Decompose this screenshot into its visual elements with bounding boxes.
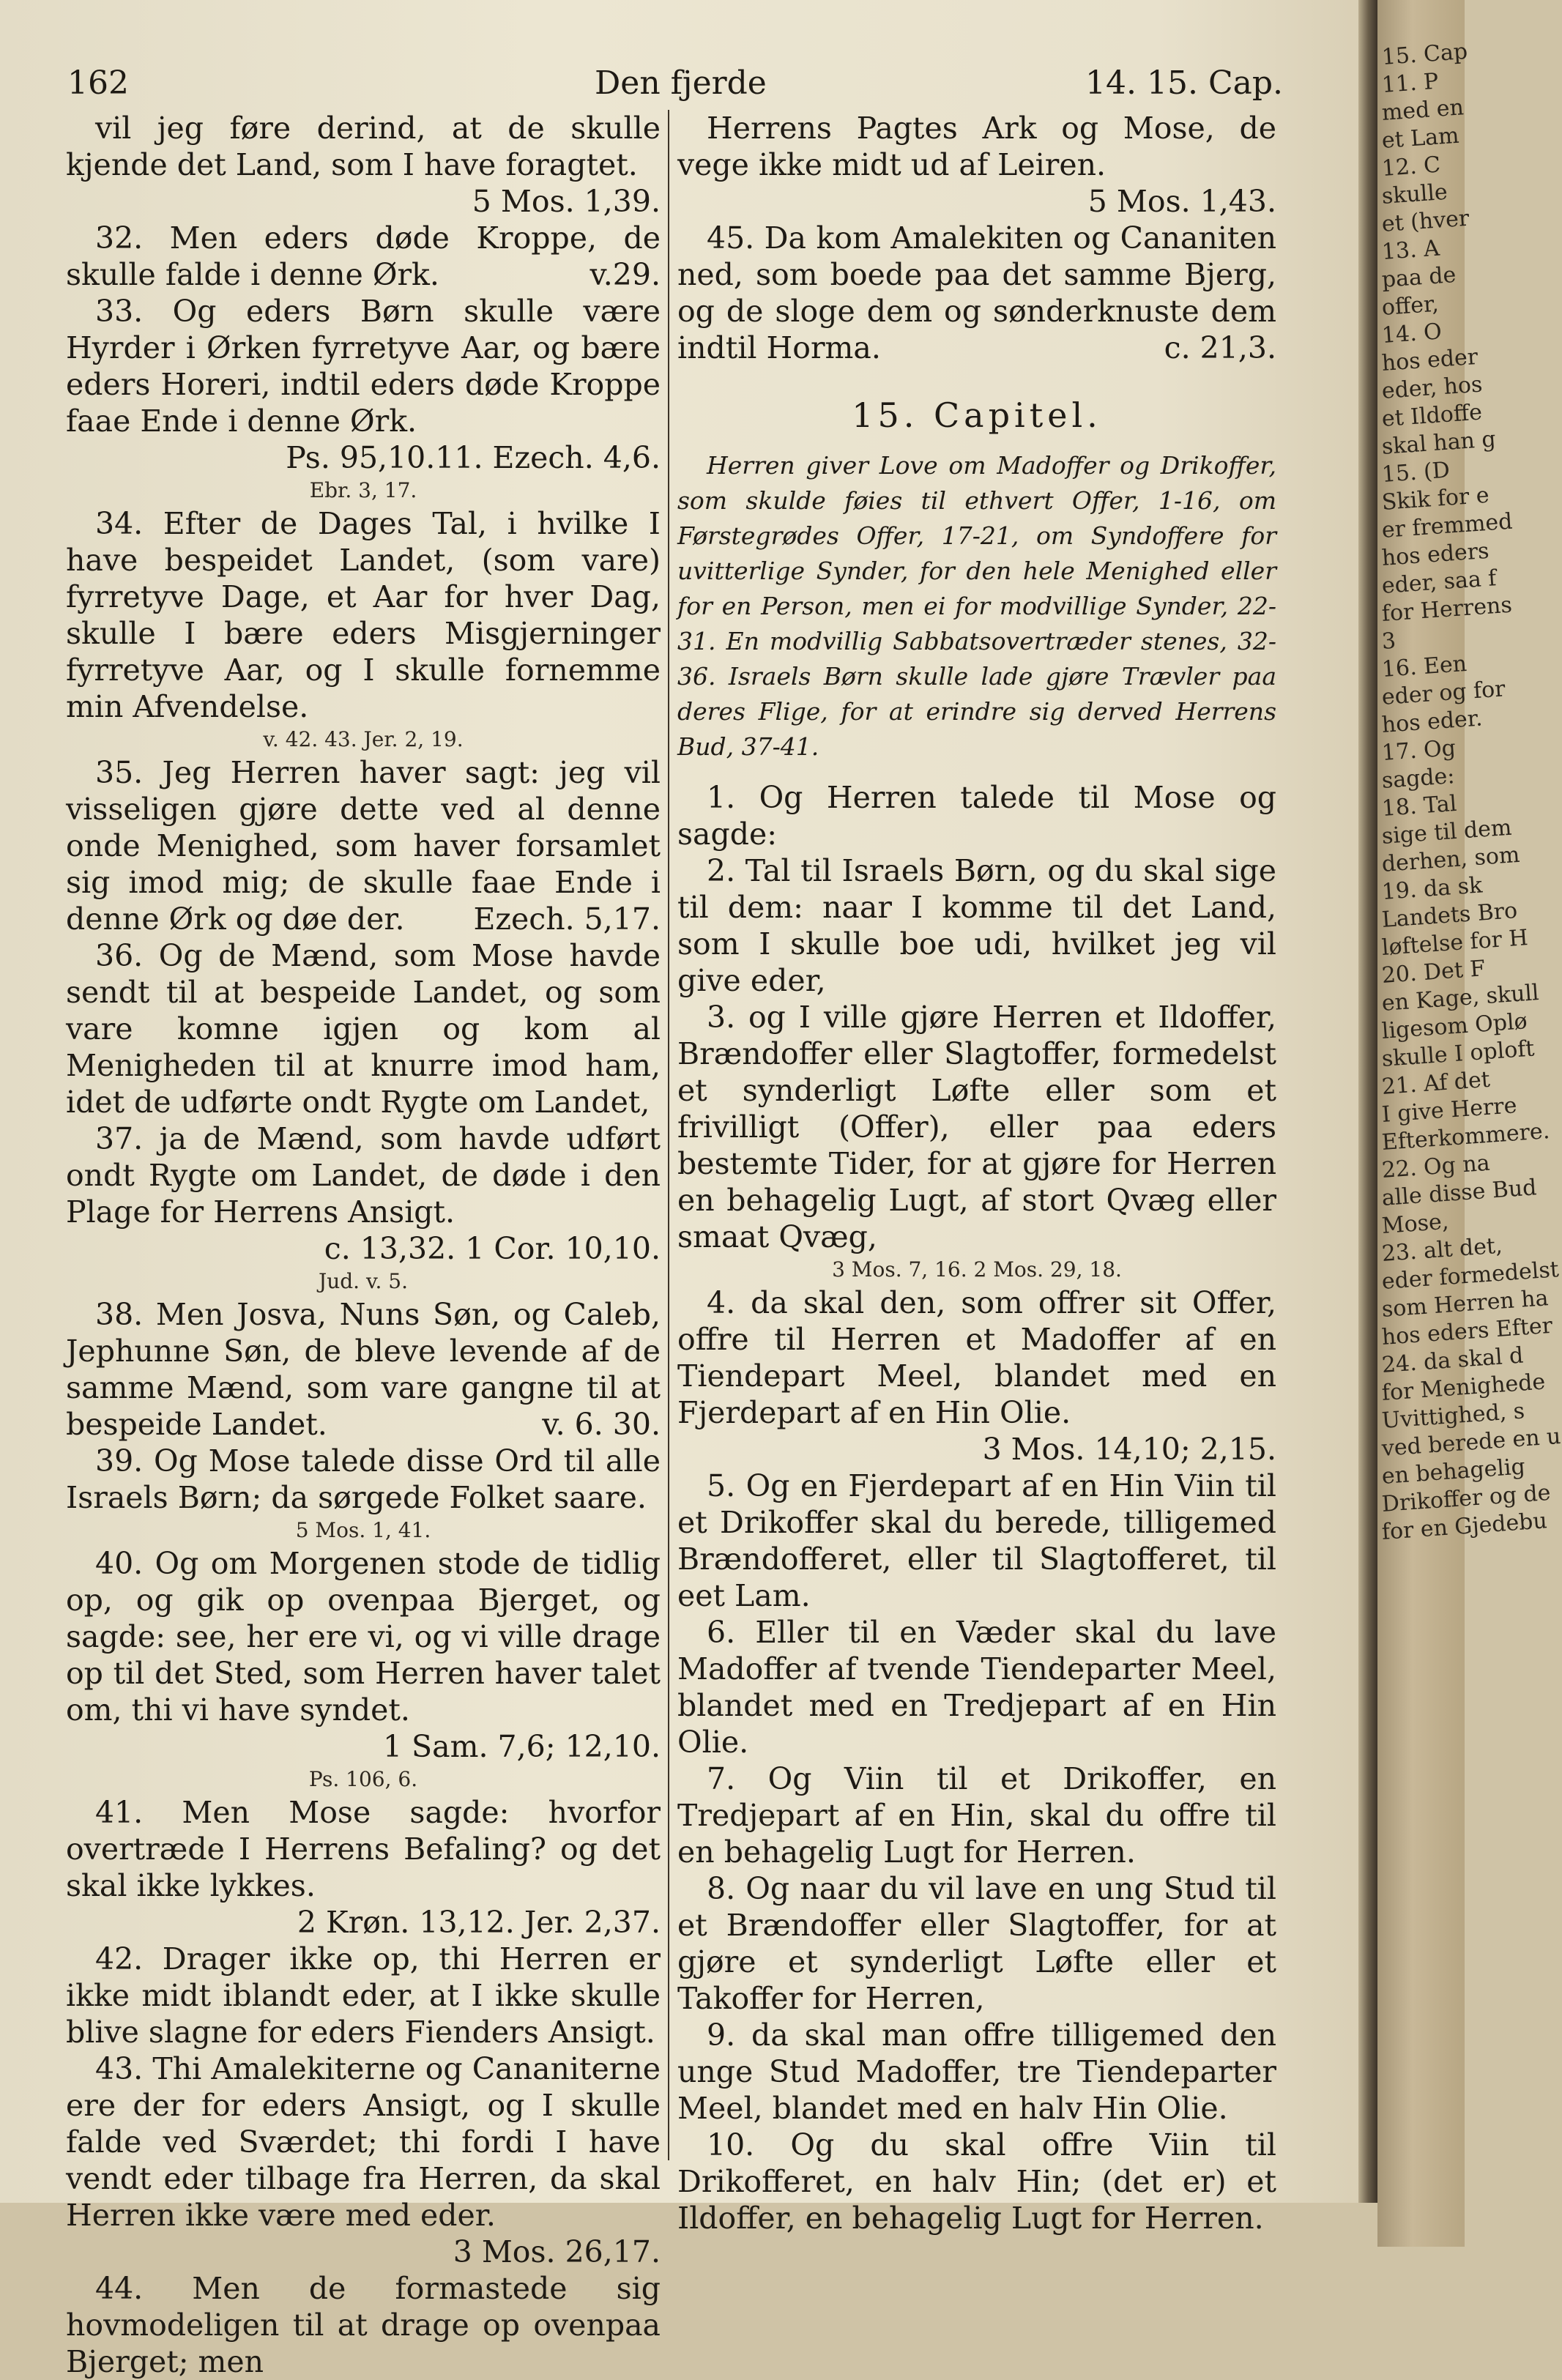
- verse-text: 33. Og eders Børn skulle være Hyrder i Ørken fyrretyve Aar, og bære eders Horeri, indtil eders døde Kroppe faae Ende i denne Ørk.: [66, 294, 661, 439]
- verse: [66, 2270, 661, 2380]
- verse-text: 7. Og Viin til et Drikoffer, en Tredjepart af en Hin, skal du offre til en behagelig Lugt for Herren.: [677, 1761, 1276, 1870]
- facing-page-fragment: hos eders Efter: [1380, 1312, 1554, 1350]
- facing-page-fragment: I give Herre: [1380, 1093, 1518, 1128]
- facing-page-fragment: ved berede en u: [1380, 1423, 1562, 1462]
- verse-text: 10. Og du skal offre Viin til Drikofferet, en halv Hin; (det er) et Ildoffer, en behagelig Lugt for Herren.: [677, 2127, 1276, 2236]
- verse-text: 38. Men Josva, Nuns Søn, og Caleb, Jephunne Søn, de bleve levende af de samme Mænd, som vare gangne til at bespeide Landet.: [66, 1297, 661, 1442]
- facing-page-fragment: er fremmed: [1380, 508, 1514, 543]
- sub-reference: v. 42. 43. Jer. 2, 19.: [263, 727, 464, 751]
- facing-page-fragment: 11. P: [1380, 68, 1440, 98]
- facing-page-fragment: 23. alt det,: [1380, 1232, 1503, 1267]
- verse: [66, 505, 661, 725]
- cross-reference: Ezech. 5,17.: [473, 901, 661, 937]
- book-gutter: [1358, 0, 1377, 2203]
- facing-page-fragment: 17. Og: [1380, 735, 1457, 766]
- facing-page-fragment: skal han g: [1380, 426, 1497, 460]
- verse: [677, 2017, 1276, 2127]
- facing-page-fragment: 24. da skal d: [1380, 1342, 1525, 1378]
- verse: [66, 1443, 661, 1516]
- facing-page-fragment: hos eder: [1380, 343, 1479, 376]
- cross-reference: c. 13,32. 1 Cor. 10,10.: [324, 1231, 661, 1266]
- facing-page-fragment: eder, hos: [1380, 371, 1484, 404]
- verse-text: 5. Og en Fjerdepart af en Hin Viin til et Drikoffer skal du berede, tilligemed Brændofferet, eller til Slagtofferet, til eet Lam.: [677, 1468, 1276, 1613]
- verse: [66, 754, 661, 937]
- verse: [66, 220, 661, 293]
- page-number: 162: [67, 64, 129, 102]
- cross-reference: c. 21,3.: [1164, 330, 1276, 365]
- verse-text: 3. og I ville gjøre Herren et Ildoffer, Brændoffer eller Slagtoffer, formedelst et synderligt Løfte eller som et frivilligt (Offer), eller paa eders bestemte Tider, for at gjøre for Herren en behagelig Lugt, af stort Qvæg eller smaat Qvæg,: [677, 1000, 1276, 1254]
- chapter-range: 14. 15. Cap.: [1085, 64, 1283, 102]
- verse-text: 2. Tal til Israels Børn, og du skal sige til dem: naar I komme til det Land, som I skulle boe udi, hvilket jeg vil give eder,: [677, 853, 1276, 998]
- facing-page-fragment: Landets Bro: [1380, 898, 1519, 933]
- facing-page-fragment: eder, saa f: [1380, 565, 1498, 599]
- facing-page-fragment: ligesom Oplø: [1380, 1008, 1528, 1044]
- cross-reference: v. 6. 30.: [542, 1407, 661, 1442]
- verse-text: 36. Og de Mænd, som Mose havde sendt til at bespeide Landet, og som vare komne igjen og kom al Menigheden til at knurre imod ham, idet de udførte ondt Rygte om Landet,: [66, 938, 661, 1120]
- verse-text: 32. Men eders døde Kroppe, de skulle falde i denne Ørk.: [66, 220, 661, 292]
- facing-page-fragment: hos eder.: [1380, 705, 1484, 738]
- facing-page-fragment: alle disse Bud: [1380, 1175, 1538, 1211]
- verse: [677, 852, 1276, 999]
- facing-page-fragment: et (hver: [1380, 205, 1470, 237]
- chapter-summary: Herren giver Love om Madoffer og Drikoffer, som skulde føies til ethvert Offer, 1-16, om Førstegrødes Offer, 17-21, om Syndoffere for uvitterlige Synder, for den hele Menighed eller for en Person, men ei for modvillige Synder, 22-31. En modvillig Sabbatsovertræder stenes, 32-36. Israels Børn skulle lade gjøre Trævler paa deres Flige, for at erindre sig derved Herrens Bud, 37-41.: [677, 451, 1276, 761]
- cross-reference: 1 Sam. 7,6; 12,10.: [382, 1729, 661, 1764]
- facing-page-fragment: en behagelig: [1380, 1454, 1526, 1490]
- cross-reference: 5 Mos. 1,43.: [1087, 184, 1276, 219]
- column-divider: [668, 110, 669, 2160]
- facing-page-fragment: 16. Een: [1380, 650, 1468, 683]
- facing-page-fragment: eder formedelst: [1380, 1257, 1560, 1295]
- right-column: [677, 110, 1276, 2236]
- facing-page-fragment: sige til dem: [1380, 814, 1513, 849]
- facing-page-fragment: 15. Cap: [1380, 38, 1469, 70]
- verse-text: 39. Og Mose talede disse Ord til alle Israels Børn; da sørgede Folket saare.: [66, 1443, 661, 1515]
- verse-text: 9. da skal man offre tilligemed den unge Stud Madoffer, tre Tiendeparter Meel, blandet med en halv Hin Olie.: [677, 2018, 1276, 2126]
- facing-page-fragment: 13. A: [1380, 235, 1440, 265]
- sub-reference: Jud. v. 5.: [319, 1269, 408, 1293]
- facing-page-fragment: en Kage, skull: [1380, 980, 1540, 1016]
- facing-page-fragment: 22. Og na: [1380, 1150, 1491, 1183]
- facing-page-fragment: paa de: [1380, 261, 1457, 293]
- facing-page-fragment: 20. Det F: [1380, 956, 1487, 989]
- verse-text: vil jeg føre derind, at de skulle kjende det Land, som I have foragtet.: [66, 111, 661, 182]
- verse: [677, 1614, 1276, 1760]
- verse: [677, 220, 1276, 366]
- facing-page-fragment: hos eders: [1380, 538, 1490, 571]
- chapter-heading: 15. Capitel.: [852, 395, 1102, 435]
- sub-reference: Ps. 106, 6.: [308, 1767, 418, 1791]
- verse: [677, 2127, 1276, 2236]
- verse: [677, 1760, 1276, 1870]
- sub-reference: 5 Mos. 1, 41.: [295, 1518, 431, 1542]
- cross-reference: 3 Mos. 14,10; 2,15.: [982, 1432, 1276, 1467]
- facing-page-fragment: 3: [1380, 628, 1397, 655]
- facing-page-fragment: skulle: [1380, 179, 1448, 209]
- sub-reference: 3 Mos. 7, 16. 2 Mos. 29, 18.: [832, 1257, 1122, 1282]
- running-header: [67, 64, 1283, 108]
- facing-page-fragment: offer,: [1380, 291, 1440, 321]
- verse-text: 45. Da kom Amalekiten og Cananiten ned, som boede paa det samme Bjerg, og de sloge dem og sønderknuste dem indtil Horma.: [677, 220, 1276, 365]
- verse-text: 40. Og om Morgenen stode de tidlig op, og gik op ovenpaa Bjerget, og sagde: see, her ere vi, og vi ville drage op til det Sted, som Herren haver talet om, thi vi have syndet.: [66, 1546, 661, 1728]
- verse: [66, 1794, 661, 1941]
- verse: [677, 779, 1276, 852]
- facing-page-fragment: med en: [1380, 94, 1465, 126]
- cross-reference: Ps. 95,10.11. Ezech. 4,6.: [286, 440, 661, 475]
- facing-page-fragment: for Menighede: [1380, 1369, 1547, 1406]
- right-column-verses: [677, 779, 1276, 2236]
- verse: [677, 999, 1276, 1255]
- facing-page-fragment: sagde:: [1380, 763, 1456, 794]
- running-title: Den fjerde: [595, 64, 767, 102]
- verse: [677, 1468, 1276, 1614]
- cross-reference: 2 Krøn. 13,12. Jer. 2,37.: [297, 1905, 661, 1940]
- facing-page-fragment: eder og for: [1380, 676, 1506, 710]
- facing-page-fragment: Drikoffer og de: [1380, 1479, 1552, 1517]
- facing-page-fragment: 21. Af det: [1380, 1066, 1491, 1100]
- facing-page-fragment: 12. C: [1380, 152, 1442, 182]
- facing-page-fragment: 18. Tal: [1380, 790, 1458, 822]
- facing-page-fragment: for en Gjedebu: [1380, 1508, 1548, 1545]
- verse-text: 42. Drager ikke op, thi Herren er ikke midt iblandt eder, at I ikke skulle blive slagne for eders Fienders Ansigt.: [66, 1941, 661, 2050]
- facing-page-fragment: et Ildoffe: [1380, 399, 1483, 432]
- verse: [677, 110, 1276, 220]
- verse: [66, 937, 661, 1120]
- verse: [66, 1296, 661, 1443]
- verse-text: 34. Efter de Dages Tal, i hvilke I have bespeidet Landet, (som vare) fyrretyve Dage, et Aar for hver Dag, skulle I bære eders Misgjerninger fyrretyve Aar, og I skulle fornemme min Afvendelse.: [66, 506, 661, 724]
- facing-page-fragment: Efterkommere.: [1380, 1118, 1551, 1156]
- verse: [66, 110, 661, 220]
- verse: [66, 1941, 661, 2050]
- facing-page-fragment: 15. (D: [1380, 457, 1451, 488]
- left-column: [66, 110, 661, 2380]
- cross-reference: 5 Mos. 1,39.: [472, 184, 661, 219]
- verse-text: Herrens Pagtes Ark og Mose, de vege ikke midt ud af Leiren.: [677, 111, 1276, 182]
- verse-text: 35. Jeg Herren haver sagt: jeg vil visseligen gjøre dette ved al denne onde Menighed, som haver forsamlet sig imod mig; de skulle faae Ende i denne Ørk og døe der.: [66, 755, 661, 937]
- verse: [677, 1870, 1276, 2017]
- sub-reference: Ebr. 3, 17.: [309, 478, 417, 502]
- verse: [677, 1284, 1276, 1468]
- verse: [66, 293, 661, 476]
- facing-page-fragment: derhen, som: [1380, 841, 1521, 877]
- facing-page-fragment: som Herren ha: [1380, 1285, 1550, 1323]
- verse: [66, 2050, 661, 2270]
- cross-reference: 3 Mos. 26,17.: [453, 2234, 661, 2269]
- facing-page-edge: [1377, 0, 1562, 2247]
- verse: [66, 1545, 661, 1765]
- verse-text: 6. Eller til en Væder skal du lave Madoffer af tvende Tiendeparter Meel, blandet med en Tredjepart af en Hin Olie.: [677, 1615, 1276, 1760]
- verse: [66, 1120, 661, 1267]
- facing-page-fragment: 14. O: [1380, 319, 1443, 349]
- facing-page-fragment: 19. da sk: [1380, 872, 1484, 905]
- verse-text: 1. Og Herren talede til Mose og sagde:: [677, 780, 1276, 852]
- cross-reference: v.29.: [590, 257, 661, 292]
- verse-text: 41. Men Mose sagde: hvorfor overtræde I Herrens Befaling? og det skal ikke lykkes.: [66, 1795, 661, 1903]
- right-column-continuation: [677, 110, 1276, 366]
- facing-page-fragment: skulle I oploft: [1380, 1035, 1536, 1072]
- facing-page-fragment: Uvittighed, s: [1380, 1398, 1526, 1434]
- facing-page-fragment: Skik for e: [1380, 482, 1490, 516]
- facing-page-fragment: for Herrens: [1380, 592, 1513, 627]
- facing-page-fragment: løftelse for H: [1380, 925, 1529, 961]
- facing-page-fragment: Mose,: [1380, 1208, 1450, 1239]
- verse-text: 37. ja de Mænd, som havde udført ondt Rygte om Landet, de døde i den Plage for Herrens Ansigt.: [66, 1121, 661, 1230]
- facing-page-fragment: et Lam: [1380, 122, 1460, 154]
- verse-text: 43. Thi Amalekiterne og Cananiterne ere der for eders Ansigt, og I skulle falde ved Sværdet; thi fordi I have vendt eder tilbage fra Herren, da skal Herren ikke være med eder.: [66, 2051, 661, 2233]
- verse-text: 4. da skal den, som offrer sit Offer, offre til Herren et Madoffer af en Tiendepart Meel, blandet med en Fjerdepart af en Hin Olie.: [677, 1285, 1276, 1430]
- verse-text: 8. Og naar du vil lave en ung Stud til et Brændoffer eller Slagtoffer, for at gjøre et synderligt Løfte eller et Takoffer for Herren,: [677, 1871, 1276, 2016]
- verse-text: 44. Men de formastede sig hovmodeligen til at drage op ovenpaa Bjerget; men: [66, 2271, 661, 2379]
